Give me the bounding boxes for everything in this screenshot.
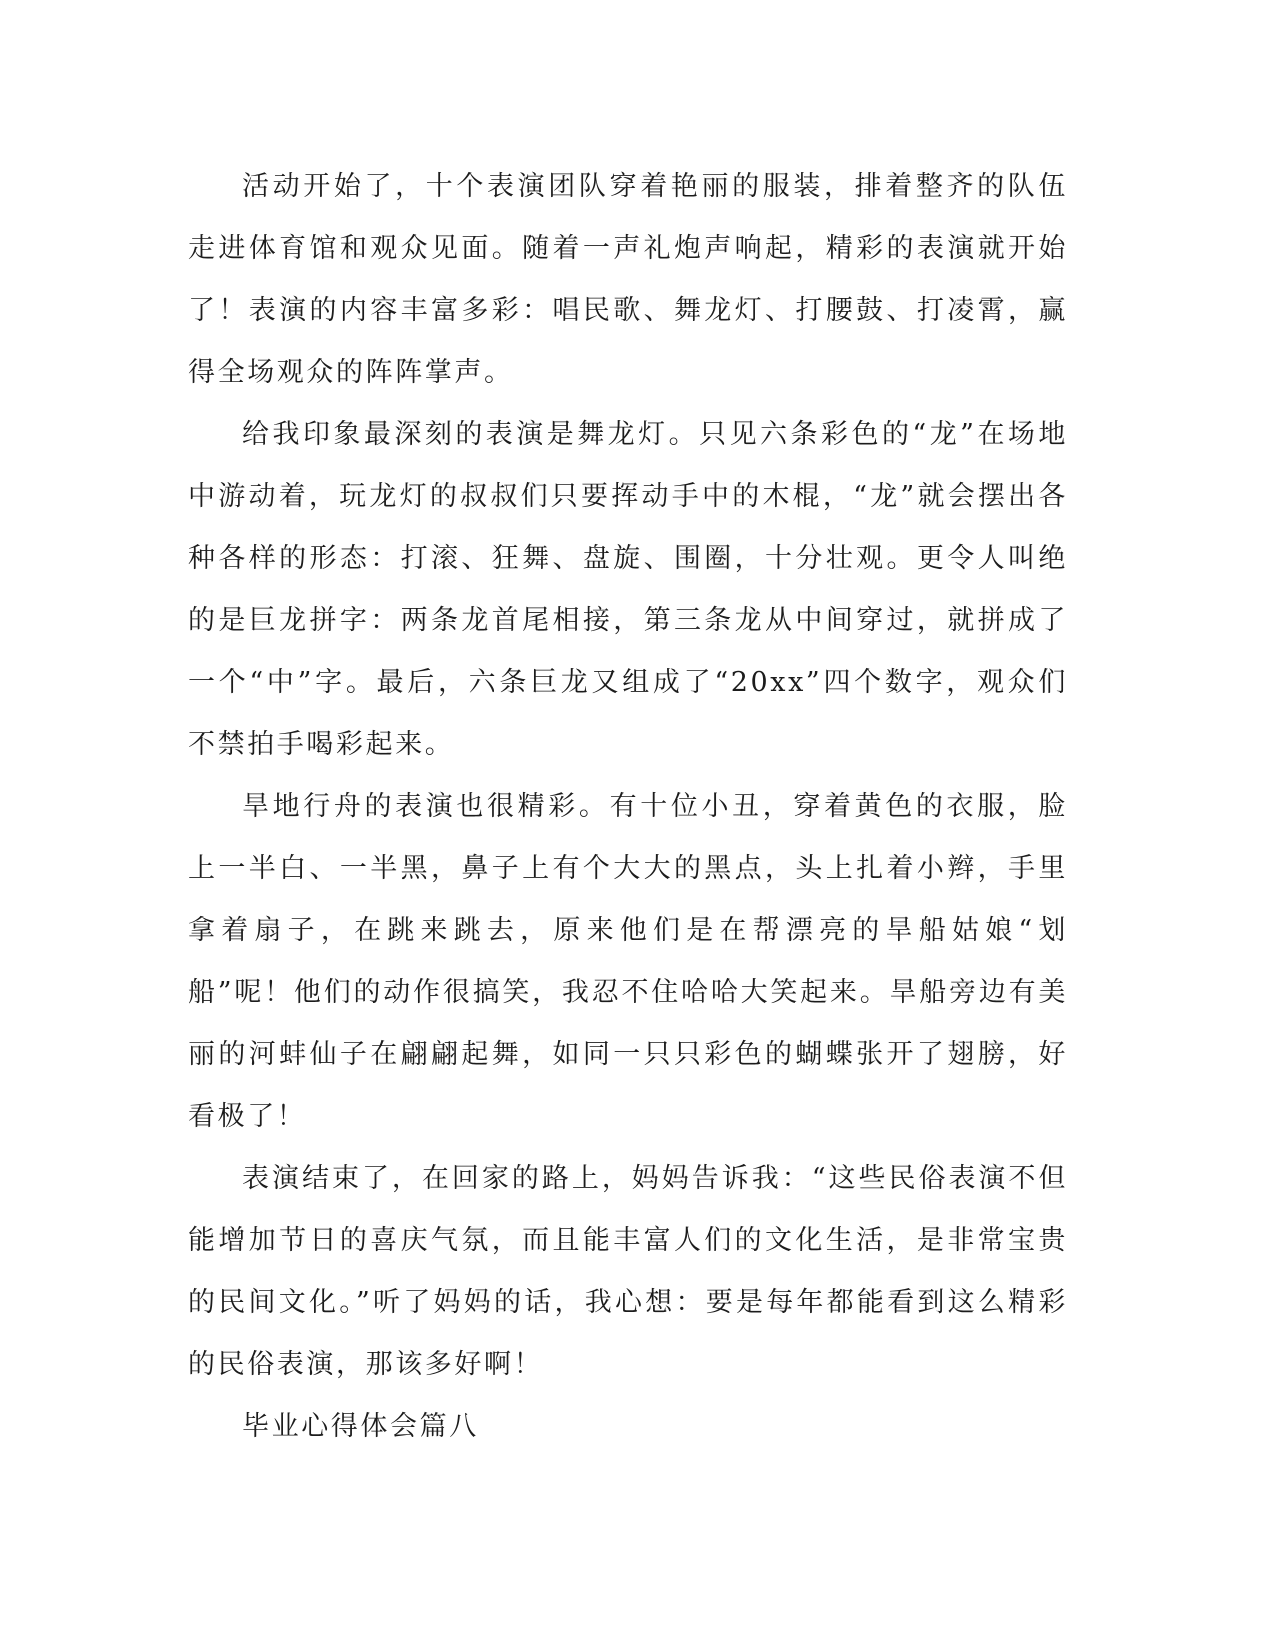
paragraph-dragon-dance: 给我印象最深刻的表演是舞龙灯。只见六条彩色的“龙”在场地中游动着，玩龙灯的叔叔们只要挥动手中的木棍，“龙”就会摆出各种各样的形态：打滚、狂舞、盘旋、围圈，十分壮观。更令人叫绝的是巨龙拼字：两条龙首尾相接，第三条龙从中间穿过，就拼成了一个“中”字。最后，六条巨龙又组成了“20xx”四个数字，观众们不禁拍手喝彩起来。 [188,419,1068,760]
section-heading: 毕业心得体会篇八 [242,1411,479,1442]
paragraph-land-boat: 旱地行舟的表演也很精彩。有十位小丑，穿着黄色的衣服，脸上一半白、一半黑，鼻子上有个大大的黑点，头上扎着小辫，手里拿着扇子，在跳来跳去，原来他们是在帮漂亮的旱船姑娘“划船”呢！他们的动作很搞笑，我忍不住哈哈大笑起来。旱船旁边有美丽的河蚌仙子在翩翩起舞，如同一只只彩色的蝴蝶张开了翅膀，好看极了！ [188,791,1068,1132]
paragraph-opening: 活动开始了，十个表演团队穿着艳丽的服装，排着整齐的队伍走进体育馆和观众见面。随着一声礼炮声响起，精彩的表演就开始了！表演的内容丰富多彩：唱民歌、舞龙灯、打腰鼓、打凌霄，赢得全场观众的阵阵掌声。 [188,171,1068,388]
document-body [188,156,1068,1458]
paragraph-ending: 表演结束了，在回家的路上，妈妈告诉我：“这些民俗表演不但能增加节日的喜庆气氛，而且能丰富人们的文化生活，是非常宝贵的民间文化。”听了妈妈的话，我心想：要是每年都能看到这么精彩的民俗表演，那该多好啊！ [188,1163,1068,1380]
